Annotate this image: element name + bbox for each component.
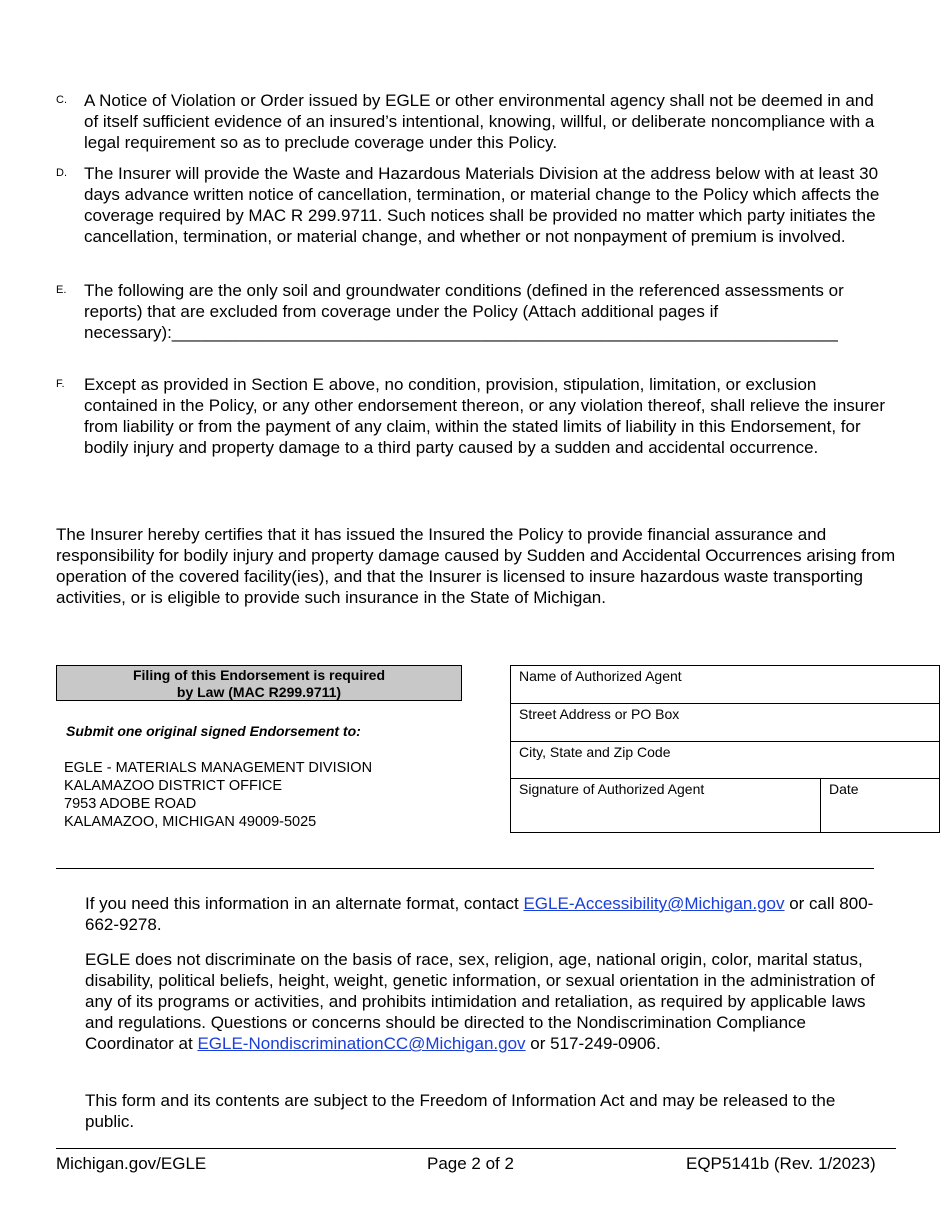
nondiscrimination-email-link[interactable]: EGLE-NondiscriminationCC@Michigan.gov bbox=[197, 1034, 526, 1053]
nondiscrimination-notice bbox=[85, 949, 875, 1054]
nondiscrimination-text: EGLE does not discriminate on the basis of race, sex, religion, age, national origin, color, marital status, disability, political beliefs, height, weight, genetic information, or sexual orientation in the administration of any of its programs or activities, and prohibits intimidation and retaliation, as required by applicable laws and regulations. Questions or concerns should be directed to the Nondiscrimination Compliance Coordinator at bbox=[85, 950, 875, 1053]
accessibility-phone-text: or call 800-662-9278. bbox=[85, 894, 874, 934]
excluded-conditions-blank[interactable]: _____________________________________________________________________ bbox=[171, 323, 839, 342]
street-address-field[interactable] bbox=[511, 703, 939, 741]
foia-notice: This form and its contents are subject to the Freedom of Information Act and may be released to the public. bbox=[85, 1091, 836, 1131]
filing-line-2: by Law (MAC R299.9711) bbox=[176, 684, 342, 700]
section-separator bbox=[56, 868, 874, 869]
street-address-label: Street Address or PO Box bbox=[519, 706, 680, 722]
accessibility-notice bbox=[85, 893, 875, 935]
address-line: KALAMAZOO DISTRICT OFFICE bbox=[64, 778, 283, 794]
address-line: EGLE - MATERIALS MANAGEMENT DIVISION bbox=[64, 760, 373, 776]
list-item-d bbox=[56, 163, 896, 247]
agent-name-label: Name of Authorized Agent bbox=[519, 668, 682, 684]
item-blank-label: necessary): bbox=[84, 323, 172, 342]
footer-rule bbox=[56, 1148, 896, 1149]
address-line: 7953 ADOBE ROAD bbox=[64, 796, 197, 812]
mailing-address bbox=[64, 759, 372, 831]
item-text: Except as provided in Section E above, no condition, provision, stipulation, limitation, or exclusion contained in the Policy, or any other endorsement thereon, or any violation thereof, shall relieve the insurer from liability or from the payment of any claim, within the stated limits of liability in this Endorsement, for bodily injury and property damage to a third party caused by a sudden and accidental occurrence. bbox=[84, 375, 886, 457]
address-line: KALAMAZOO, MICHIGAN 49009-5025 bbox=[64, 814, 317, 830]
submit-instruction: Submit one original signed Endorsement to: bbox=[66, 723, 361, 739]
item-text: A Notice of Violation or Order issued by EGLE or other environmental agency shall not be deemed in and of itself sufficient evidence of an insured’s intentional, knowing, willful, or deliberate noncompliance with a legal requirement so as to preclude coverage under this Policy. bbox=[84, 91, 875, 152]
accessibility-email-link[interactable]: EGLE-Accessibility@Michigan.gov bbox=[523, 894, 785, 913]
date-field[interactable] bbox=[820, 779, 859, 833]
item-text: The following are the only soil and groundwater conditions (defined in the referenced assessments or reports) that are excluded from coverage under the Policy (Attach additional pages if bbox=[84, 281, 844, 321]
filing-requirement-box bbox=[56, 665, 462, 701]
agent-name-field[interactable] bbox=[511, 666, 939, 703]
footer-website: Michigan.gov/EGLE bbox=[56, 1154, 207, 1173]
item-letter: C. bbox=[56, 94, 67, 106]
filing-line-1: Filing of this Endorsement is required bbox=[132, 667, 386, 683]
nondiscrimination-phone-text: or 517-249-0906. bbox=[525, 1034, 661, 1053]
list-item-c bbox=[56, 90, 896, 153]
item-letter: E. bbox=[56, 284, 67, 296]
authorized-agent-form bbox=[510, 665, 940, 833]
footer-page-number: Page 2 of 2 bbox=[427, 1154, 514, 1173]
city-state-zip-label: City, State and Zip Code bbox=[519, 744, 671, 760]
item-letter: D. bbox=[56, 167, 67, 179]
signature-row bbox=[511, 778, 939, 833]
accessibility-text: If you need this information in an alternate format, contact bbox=[85, 894, 524, 913]
certification-paragraph: The Insurer hereby certifies that it has issued the Insured the Policy to provide financial assurance and responsibility for bodily injury and property damage caused by Sudden and Accidental Occurrences arising from operation of the covered facility(ies), and that the Insurer is licensed to insure hazardous waste transporting activities, or is eligible to provide such insurance in the State of Michigan. bbox=[56, 525, 896, 607]
item-letter: F. bbox=[56, 378, 65, 390]
footer-form-number: EQP5141b (Rev. 1/2023) bbox=[686, 1154, 876, 1173]
list-item-e bbox=[56, 280, 896, 343]
signature-label: Signature of Authorized Agent bbox=[519, 781, 705, 797]
city-state-zip-field[interactable] bbox=[511, 741, 939, 778]
list-item-f bbox=[56, 374, 896, 458]
date-label: Date bbox=[829, 781, 859, 797]
item-text: The Insurer will provide the Waste and Hazardous Materials Division at the address below with at least 30 days advance written notice of cancellation, termination, or material change to the Policy which affects the coverage required by MAC R 299.9711. Such notices shall be provided no matter which party initiates the cancellation, termination, or material change, and whether or not nonpayment of premium is involved. bbox=[84, 164, 880, 246]
